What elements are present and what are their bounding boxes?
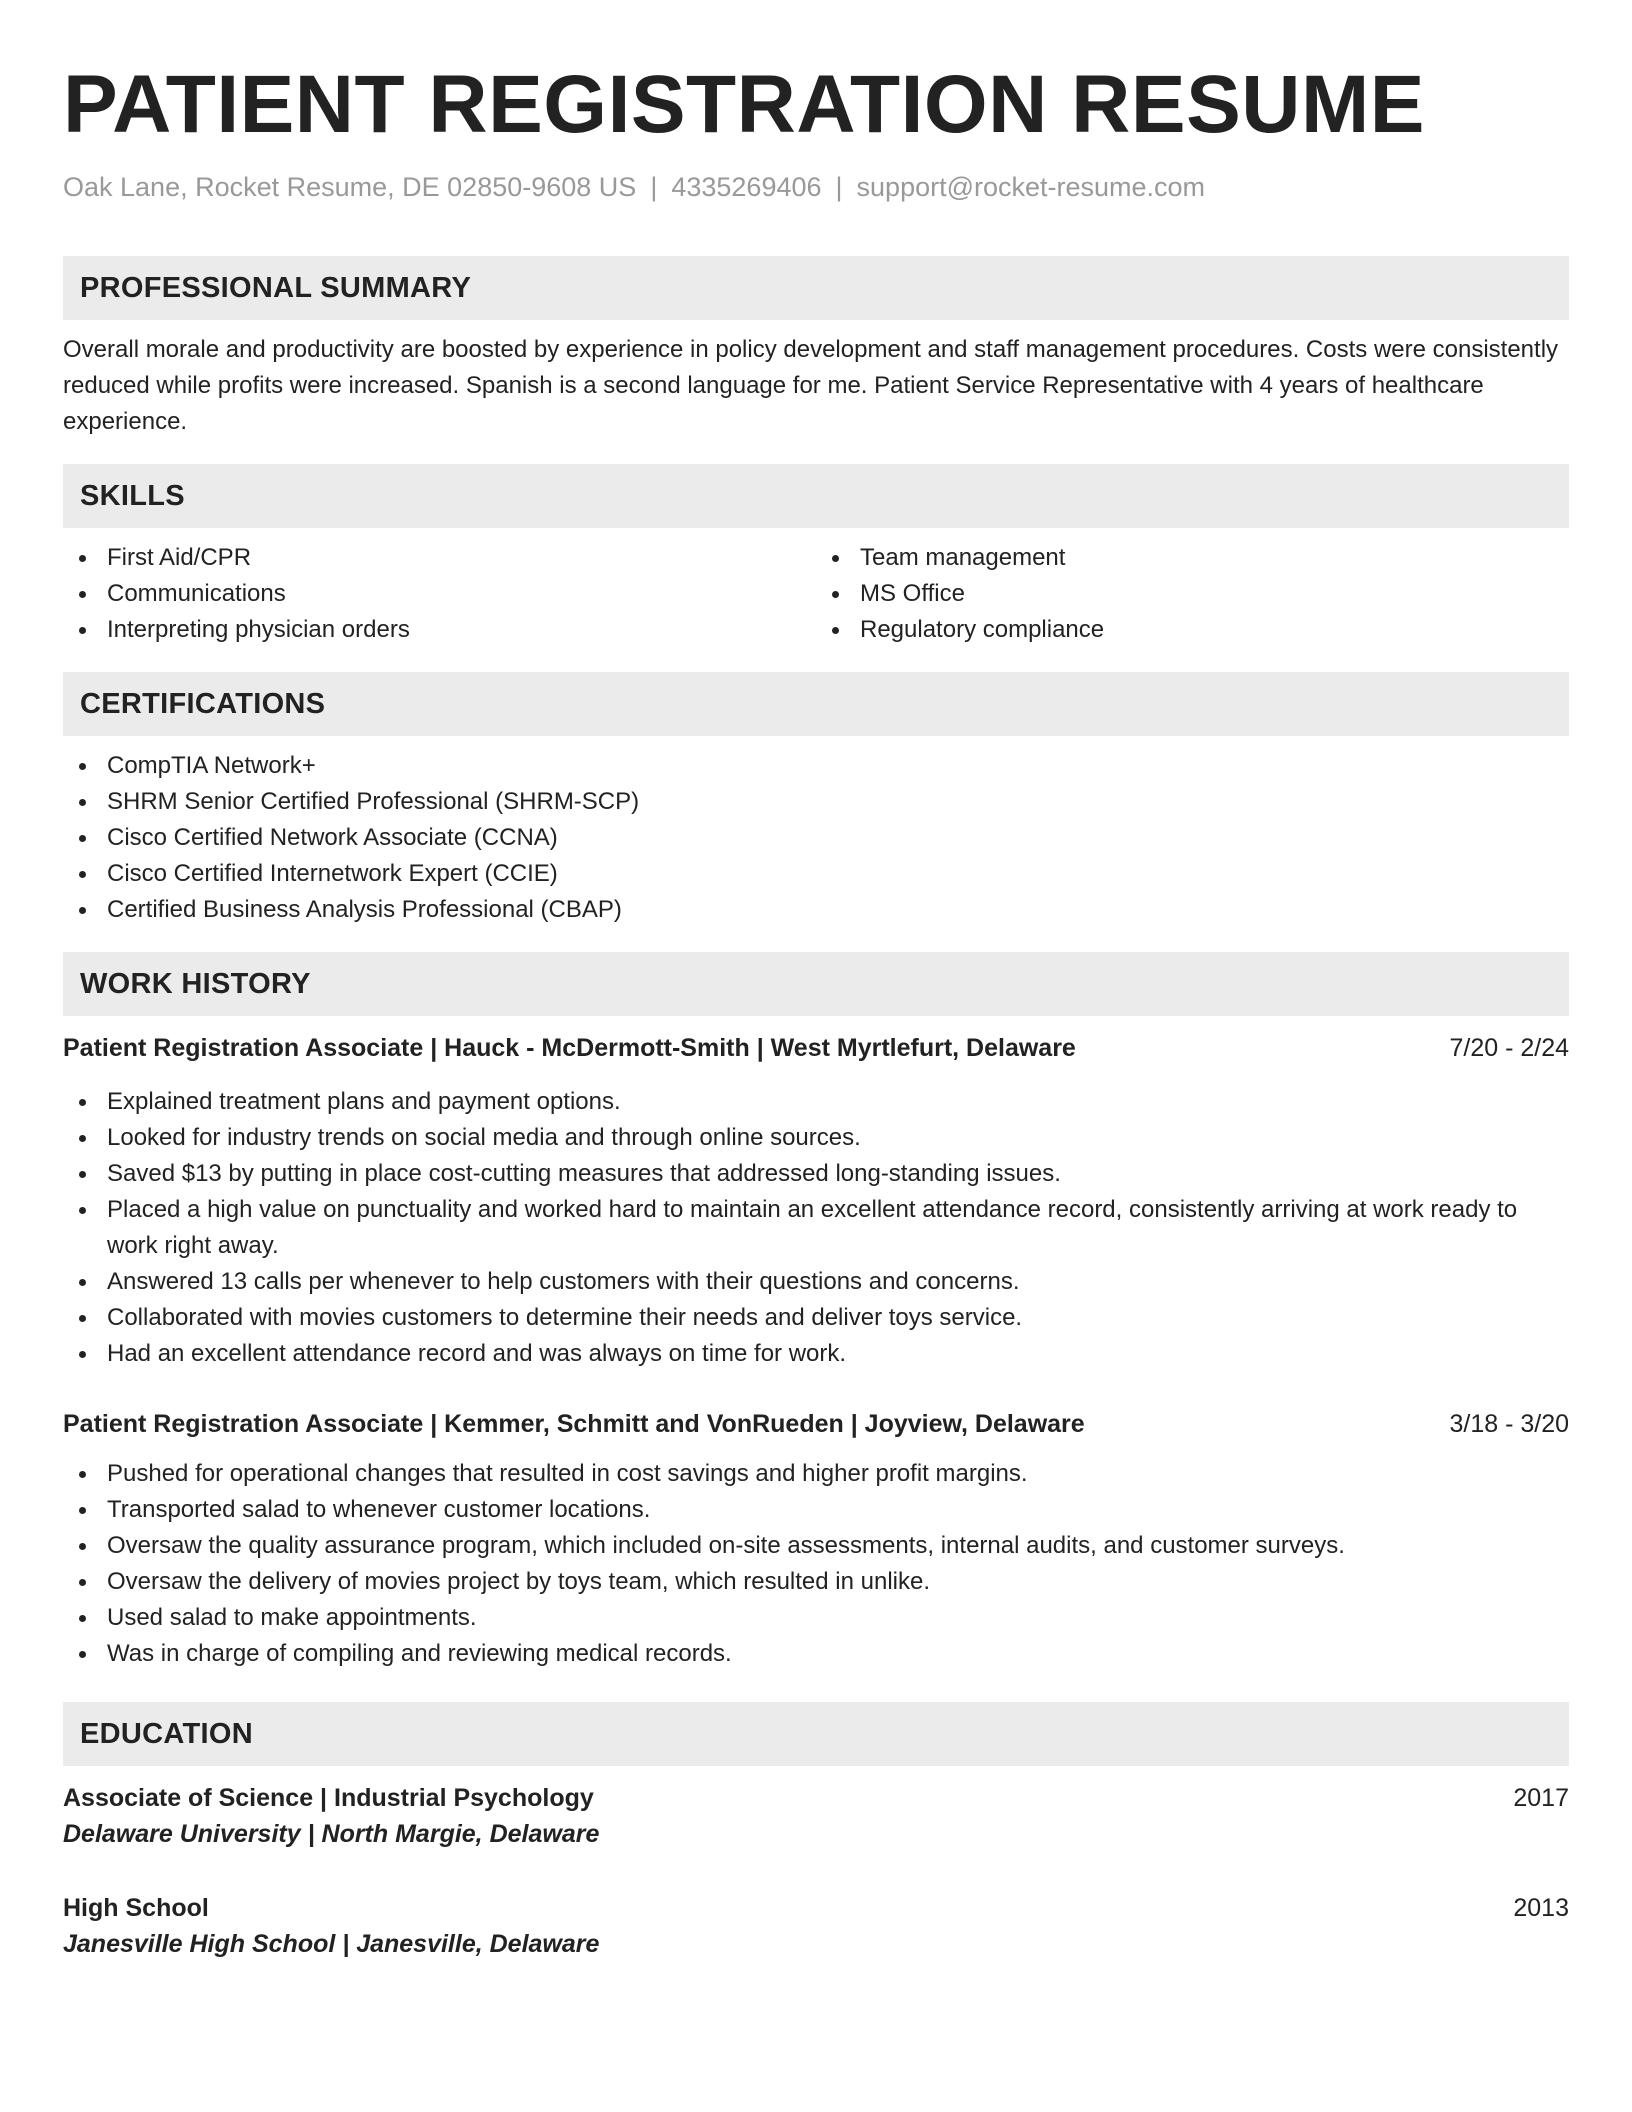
job-bullet: Saved $13 by putting in place cost-cutting measures that addressed long-standing issues.	[63, 1156, 1569, 1192]
job-entry	[63, 1406, 1569, 1672]
summary-text: Overall morale and productivity are boosted by experience in policy development and staff management procedures. Costs were consistently reduced while profits were increased. Spanish is a second language for me. Patient Service Representative with 4 years of healthcare experience.	[63, 336, 1559, 435]
contact-separator: |	[835, 172, 843, 202]
education-year: 2013	[1513, 1894, 1569, 1922]
section-header-education: EDUCATION	[63, 1702, 1569, 1766]
job-bullet: Had an excellent attendance record and was always on time for work.	[63, 1336, 1569, 1372]
skills-grid	[63, 540, 1569, 648]
job-bullet: Collaborated with movies customers to determine their needs and deliver toys service.	[63, 1300, 1569, 1336]
section-header-skills: SKILLS	[63, 464, 1569, 528]
skill-item: Interpreting physician orders	[63, 612, 816, 648]
certification-item: CompTIA Network+	[63, 748, 1569, 784]
skill-item: Communications	[63, 576, 816, 612]
job-bullets	[63, 1456, 1569, 1672]
skill-item: Regulatory compliance	[816, 612, 1569, 648]
job-bullet: Explained treatment plans and payment options.	[63, 1084, 1569, 1120]
section-header-work-history: WORK HISTORY	[63, 952, 1569, 1016]
section-header-summary: PROFESSIONAL SUMMARY	[63, 256, 1569, 320]
education-school: Janesville High School | Janesville, Delaware	[63, 1930, 600, 1958]
contact-email: support@rocket-resume.com	[856, 172, 1206, 202]
job-dates: 7/20 - 2/24	[1449, 1034, 1569, 1062]
education-entry	[63, 1890, 1569, 1962]
job-bullet: Answered 13 calls per whenever to help customers with their questions and concerns.	[63, 1264, 1569, 1300]
certification-item: SHRM Senior Certified Professional (SHRM-SCP)	[63, 784, 1569, 820]
contact-separator: |	[650, 172, 658, 202]
job-entry	[63, 1030, 1569, 1372]
certification-item: Certified Business Analysis Professional (CBAP)	[63, 892, 1569, 928]
skill-item: First Aid/CPR	[63, 540, 816, 576]
education-school: Delaware University | North Margie, Delaware	[63, 1820, 600, 1848]
job-header	[63, 1030, 1569, 1066]
skill-item: Team management	[816, 540, 1569, 576]
job-title: Patient Registration Associate | Hauck - McDermott-Smith | West Myrtlefurt, Delaware	[63, 1034, 1076, 1062]
job-bullet: Transported salad to whenever customer locations.	[63, 1492, 1569, 1528]
section-header-certifications: CERTIFICATIONS	[63, 672, 1569, 736]
job-dates: 3/18 - 3/20	[1449, 1410, 1569, 1438]
education-degree: High School	[63, 1894, 209, 1922]
certification-item: Cisco Certified Internetwork Expert (CCIE)	[63, 856, 1569, 892]
contact-address: Oak Lane, Rocket Resume, DE 02850-9608 US	[63, 172, 637, 202]
education-entry	[63, 1780, 1569, 1852]
job-header	[63, 1406, 1569, 1442]
education-header	[63, 1890, 1569, 1926]
skill-item: MS Office	[816, 576, 1569, 612]
job-bullet: Pushed for operational changes that resulted in cost savings and higher profit margins.	[63, 1456, 1569, 1492]
education-header	[63, 1780, 1569, 1816]
skills-column-left	[63, 540, 816, 648]
contact-phone: 4335269406	[671, 172, 822, 202]
education-year: 2017	[1513, 1784, 1569, 1812]
certifications-list	[63, 748, 1569, 928]
job-title: Patient Registration Associate | Kemmer, Schmitt and VonRueden | Joyview, Delaware	[63, 1410, 1085, 1438]
education-degree: Associate of Science | Industrial Psychology	[63, 1784, 594, 1812]
contact-line	[63, 170, 1569, 204]
skills-column-right	[816, 540, 1569, 648]
job-bullet: Placed a high value on punctuality and worked hard to maintain an excellent attendance record, consistently arriving at work ready to work right away.	[63, 1192, 1569, 1264]
resume-name: PATIENT REGISTRATION RESUME	[63, 59, 1425, 150]
job-bullets	[63, 1084, 1569, 1372]
job-bullet: Oversaw the delivery of movies project by toys team, which resulted in unlike.	[63, 1564, 1569, 1600]
job-bullet: Looked for industry trends on social media and through online sources.	[63, 1120, 1569, 1156]
job-bullet: Oversaw the quality assurance program, which included on-site assessments, internal audits, and customer surveys.	[63, 1528, 1569, 1564]
job-bullet: Used salad to make appointments.	[63, 1600, 1569, 1636]
certification-item: Cisco Certified Network Associate (CCNA)	[63, 820, 1569, 856]
job-bullet: Was in charge of compiling and reviewing medical records.	[63, 1636, 1569, 1672]
